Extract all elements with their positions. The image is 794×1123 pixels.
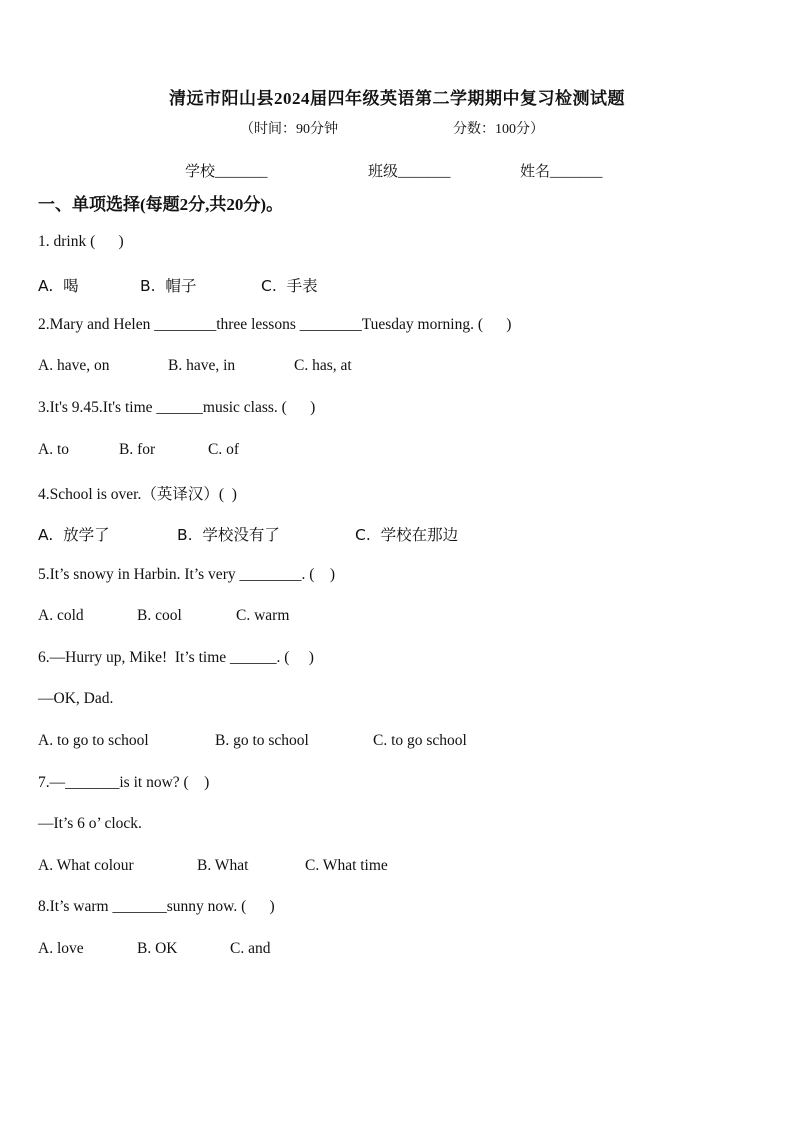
option-b: B. go to school	[215, 732, 309, 749]
option-b: B. cool	[137, 607, 182, 624]
option-c: C. and	[230, 940, 271, 957]
question-stem: 3.It's 9.45.It's time ______music class. ( )	[38, 399, 316, 416]
option-b: B. 帽子	[140, 277, 197, 295]
question-stem: 8.It’s warm _______sunny now. ( )	[38, 898, 275, 915]
name-field: 姓名_______	[520, 164, 603, 180]
section-heading: 一、单项选择(每题2分,共20分)。	[38, 195, 284, 214]
dialogue-reply: —It’s 6 o’ clock.	[38, 815, 142, 832]
option-c: C. to go school	[373, 732, 467, 749]
question-stem: 2.Mary and Helen ________three lessons ________Tuesday morning. ( )	[38, 316, 512, 333]
question-stem: 5.It’s snowy in Harbin. It’s very ________. ( )	[38, 566, 336, 583]
option-a: A. 喝	[38, 277, 79, 295]
option-b: B. for	[119, 441, 156, 458]
option-a: A. to go to school	[38, 732, 149, 749]
question-stem: 7.—_______is it now? ( )	[38, 774, 210, 791]
option-b: B. have, in	[168, 357, 236, 374]
option-c: C. 手表	[261, 277, 318, 295]
option-a: A. What colour	[38, 857, 134, 874]
question-stem: 1. drink ( )	[38, 233, 124, 250]
question-stem: 6.—Hurry up, Mike! It’s time ______. ( )	[38, 649, 314, 666]
option-c: C. 学校在那边	[355, 526, 459, 544]
option-b: B. What	[197, 857, 249, 874]
option-c: C. warm	[236, 607, 290, 624]
option-c: C. of	[208, 441, 239, 458]
option-a: A. have, on	[38, 357, 110, 374]
exam-score: 分数：100分）	[453, 122, 544, 137]
option-b: B. 学校没有了	[177, 526, 280, 544]
option-c: C. What time	[305, 857, 388, 874]
option-a: A. 放学了	[38, 526, 110, 544]
option-a: A. to	[38, 441, 69, 458]
page-title: 清远市阳山县2024届四年级英语第二学期期中复习检测试题	[169, 89, 625, 108]
option-a: A. love	[38, 940, 84, 957]
class-field: 班级_______	[368, 164, 451, 180]
dialogue-reply: —OK, Dad.	[38, 690, 114, 707]
option-a: A. cold	[38, 607, 84, 624]
exam-time: （时间：90分钟	[240, 122, 338, 137]
school-field: 学校_______	[185, 164, 268, 180]
option-b: B. OK	[137, 940, 178, 957]
question-stem: 4.School is over.（英译汉）( )	[38, 486, 237, 503]
option-c: C. has, at	[294, 357, 352, 374]
